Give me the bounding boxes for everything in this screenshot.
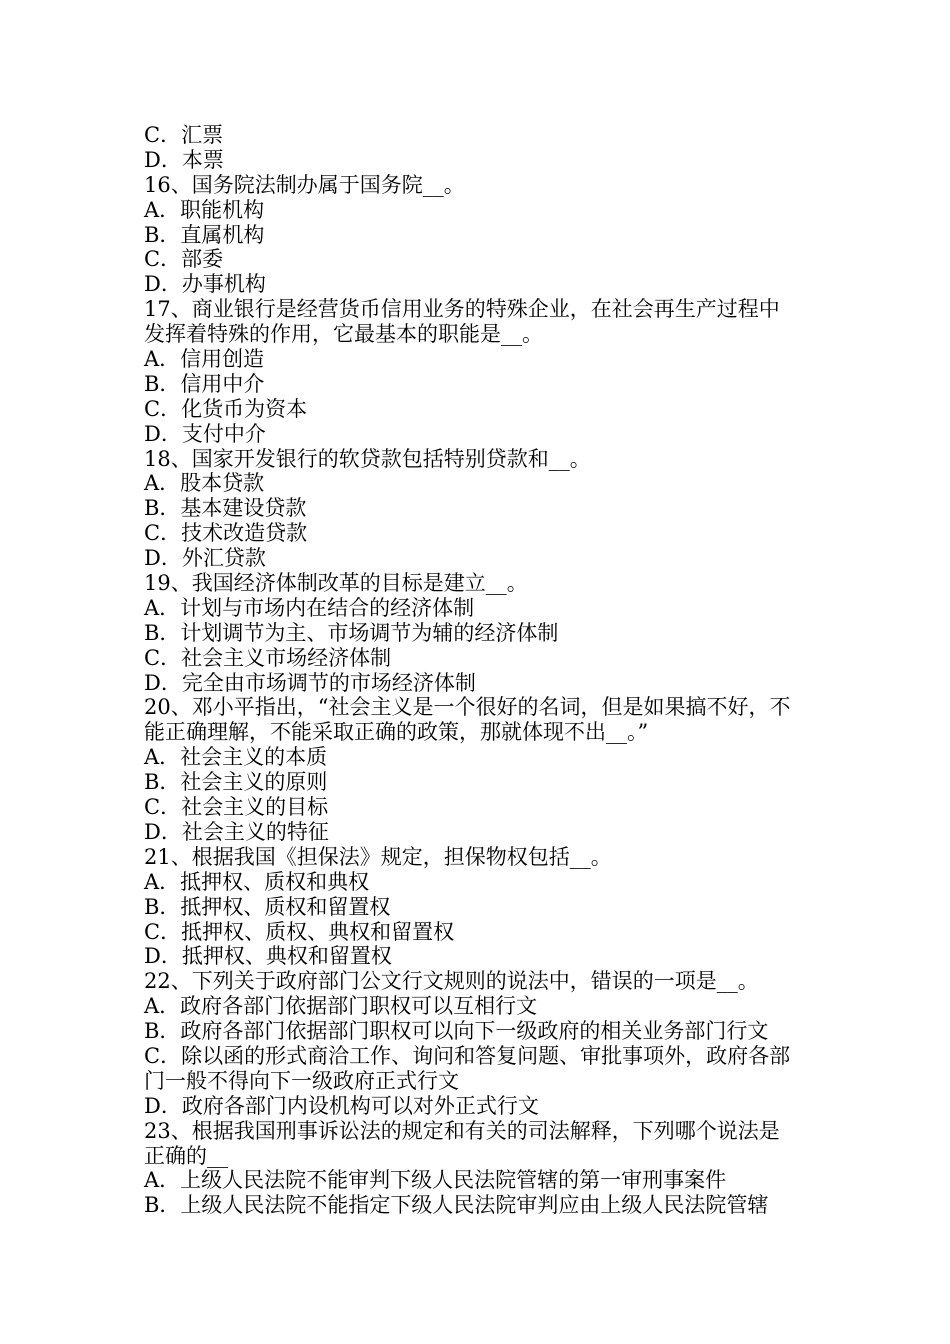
answer-option-line: D．抵押权、典权和留置权 [144,944,392,969]
question-text-line: 16、国务院法制办属于国务院__。 [144,172,465,197]
answer-option-line: B．直属机构 [144,222,265,247]
question-text-line: 22、下列关于政府部门公文行文规则的说法中，错误的一项是__。 [144,969,759,994]
answer-option-line: C．社会主义的目标 [144,795,329,820]
answer-option-line: 门一般不得向下一级政府正式行文 [144,1068,459,1093]
question-text-line: 18、国家开发银行的软贷款包括特别贷款和__。 [144,446,591,471]
answer-option-line: C．化货币为资本 [144,396,308,421]
answer-option-line: C．技术改造贷款 [144,521,308,546]
answer-option-line: A．计划与市场内在结合的经济体制 [144,595,475,620]
answer-option-line: B．信用中介 [144,371,265,396]
answer-option-line: B．抵押权、质权和留置权 [144,894,391,919]
question-text-line: 19、我国经济体制改革的目标是建立__。 [144,571,528,596]
answer-option-line: C．社会主义市场经济体制 [144,645,392,670]
answer-option-line: D．本票 [144,147,224,172]
answer-option-line: A．股本贷款 [144,471,265,496]
answer-option-line: D．支付中介 [144,421,266,446]
answer-option-line: A．政府各部门依据部门职权可以互相行文 [144,994,538,1019]
answer-option-line: B．社会主义的原则 [144,770,328,795]
answer-option-line: C．汇票 [144,123,224,147]
answer-option-line: A．抵押权、质权和典权 [144,869,370,894]
answer-option-line: B．基本建设贷款 [144,496,307,521]
answer-option-line: D．外汇贷款 [144,546,266,571]
answer-option-line: A．上级人民法院不能审判下级人民法院管辖的第一审刑事案件 [144,1168,727,1193]
question-text-line: 17、商业银行是经营货币信用业务的特殊企业，在社会再生产过程中 [144,297,780,322]
answer-option-line: B．政府各部门依据部门职权可以向下一级政府的相关业务部门行文 [144,1019,769,1044]
answer-option-line: B．上级人民法院不能指定下级人民法院审判应由上级人民法院管辖 [144,1193,769,1218]
answer-option-line: A．社会主义的本质 [144,745,328,770]
answer-option-line: D．办事机构 [144,272,266,297]
answer-option-line: A．信用创造 [144,347,265,372]
answer-option-line: D．政府各部门内设机构可以对外正式行文 [144,1093,539,1118]
question-text-line: 21、根据我国《担保法》规定，担保物权包括__。 [144,844,612,869]
answer-option-line: A．职能机构 [144,197,265,222]
question-text-line: 23、根据我国刑事诉讼法的规定和有关的司法解释，下列哪个说法是 [144,1118,780,1143]
answer-option-line: D．社会主义的特征 [144,819,329,844]
question-text-line: 能正确理解，不能采取正确的政策，那就体现不出__。” [144,720,649,745]
answer-option-line: D．完全由市场调节的市场经济体制 [144,670,476,695]
document-page [144,123,810,1218]
answer-option-line: C．抵押权、质权、典权和留置权 [144,919,455,944]
question-text-line: 发挥着特殊的作用，它最基本的职能是__。 [144,322,543,347]
answer-option-line: B．计划调节为主、市场调节为辅的经济体制 [144,620,559,645]
question-text-line: 20、邓小平指出，“社会主义是一个很好的名词，但是如果搞不好，不 [144,695,791,720]
answer-option-line: C．除以函的形式商洽工作、询问和答复问题、审批事项外，政府各部 [144,1043,791,1068]
answer-option-line: C．部委 [144,247,224,272]
question-text-line: 正确的__ [144,1143,228,1168]
